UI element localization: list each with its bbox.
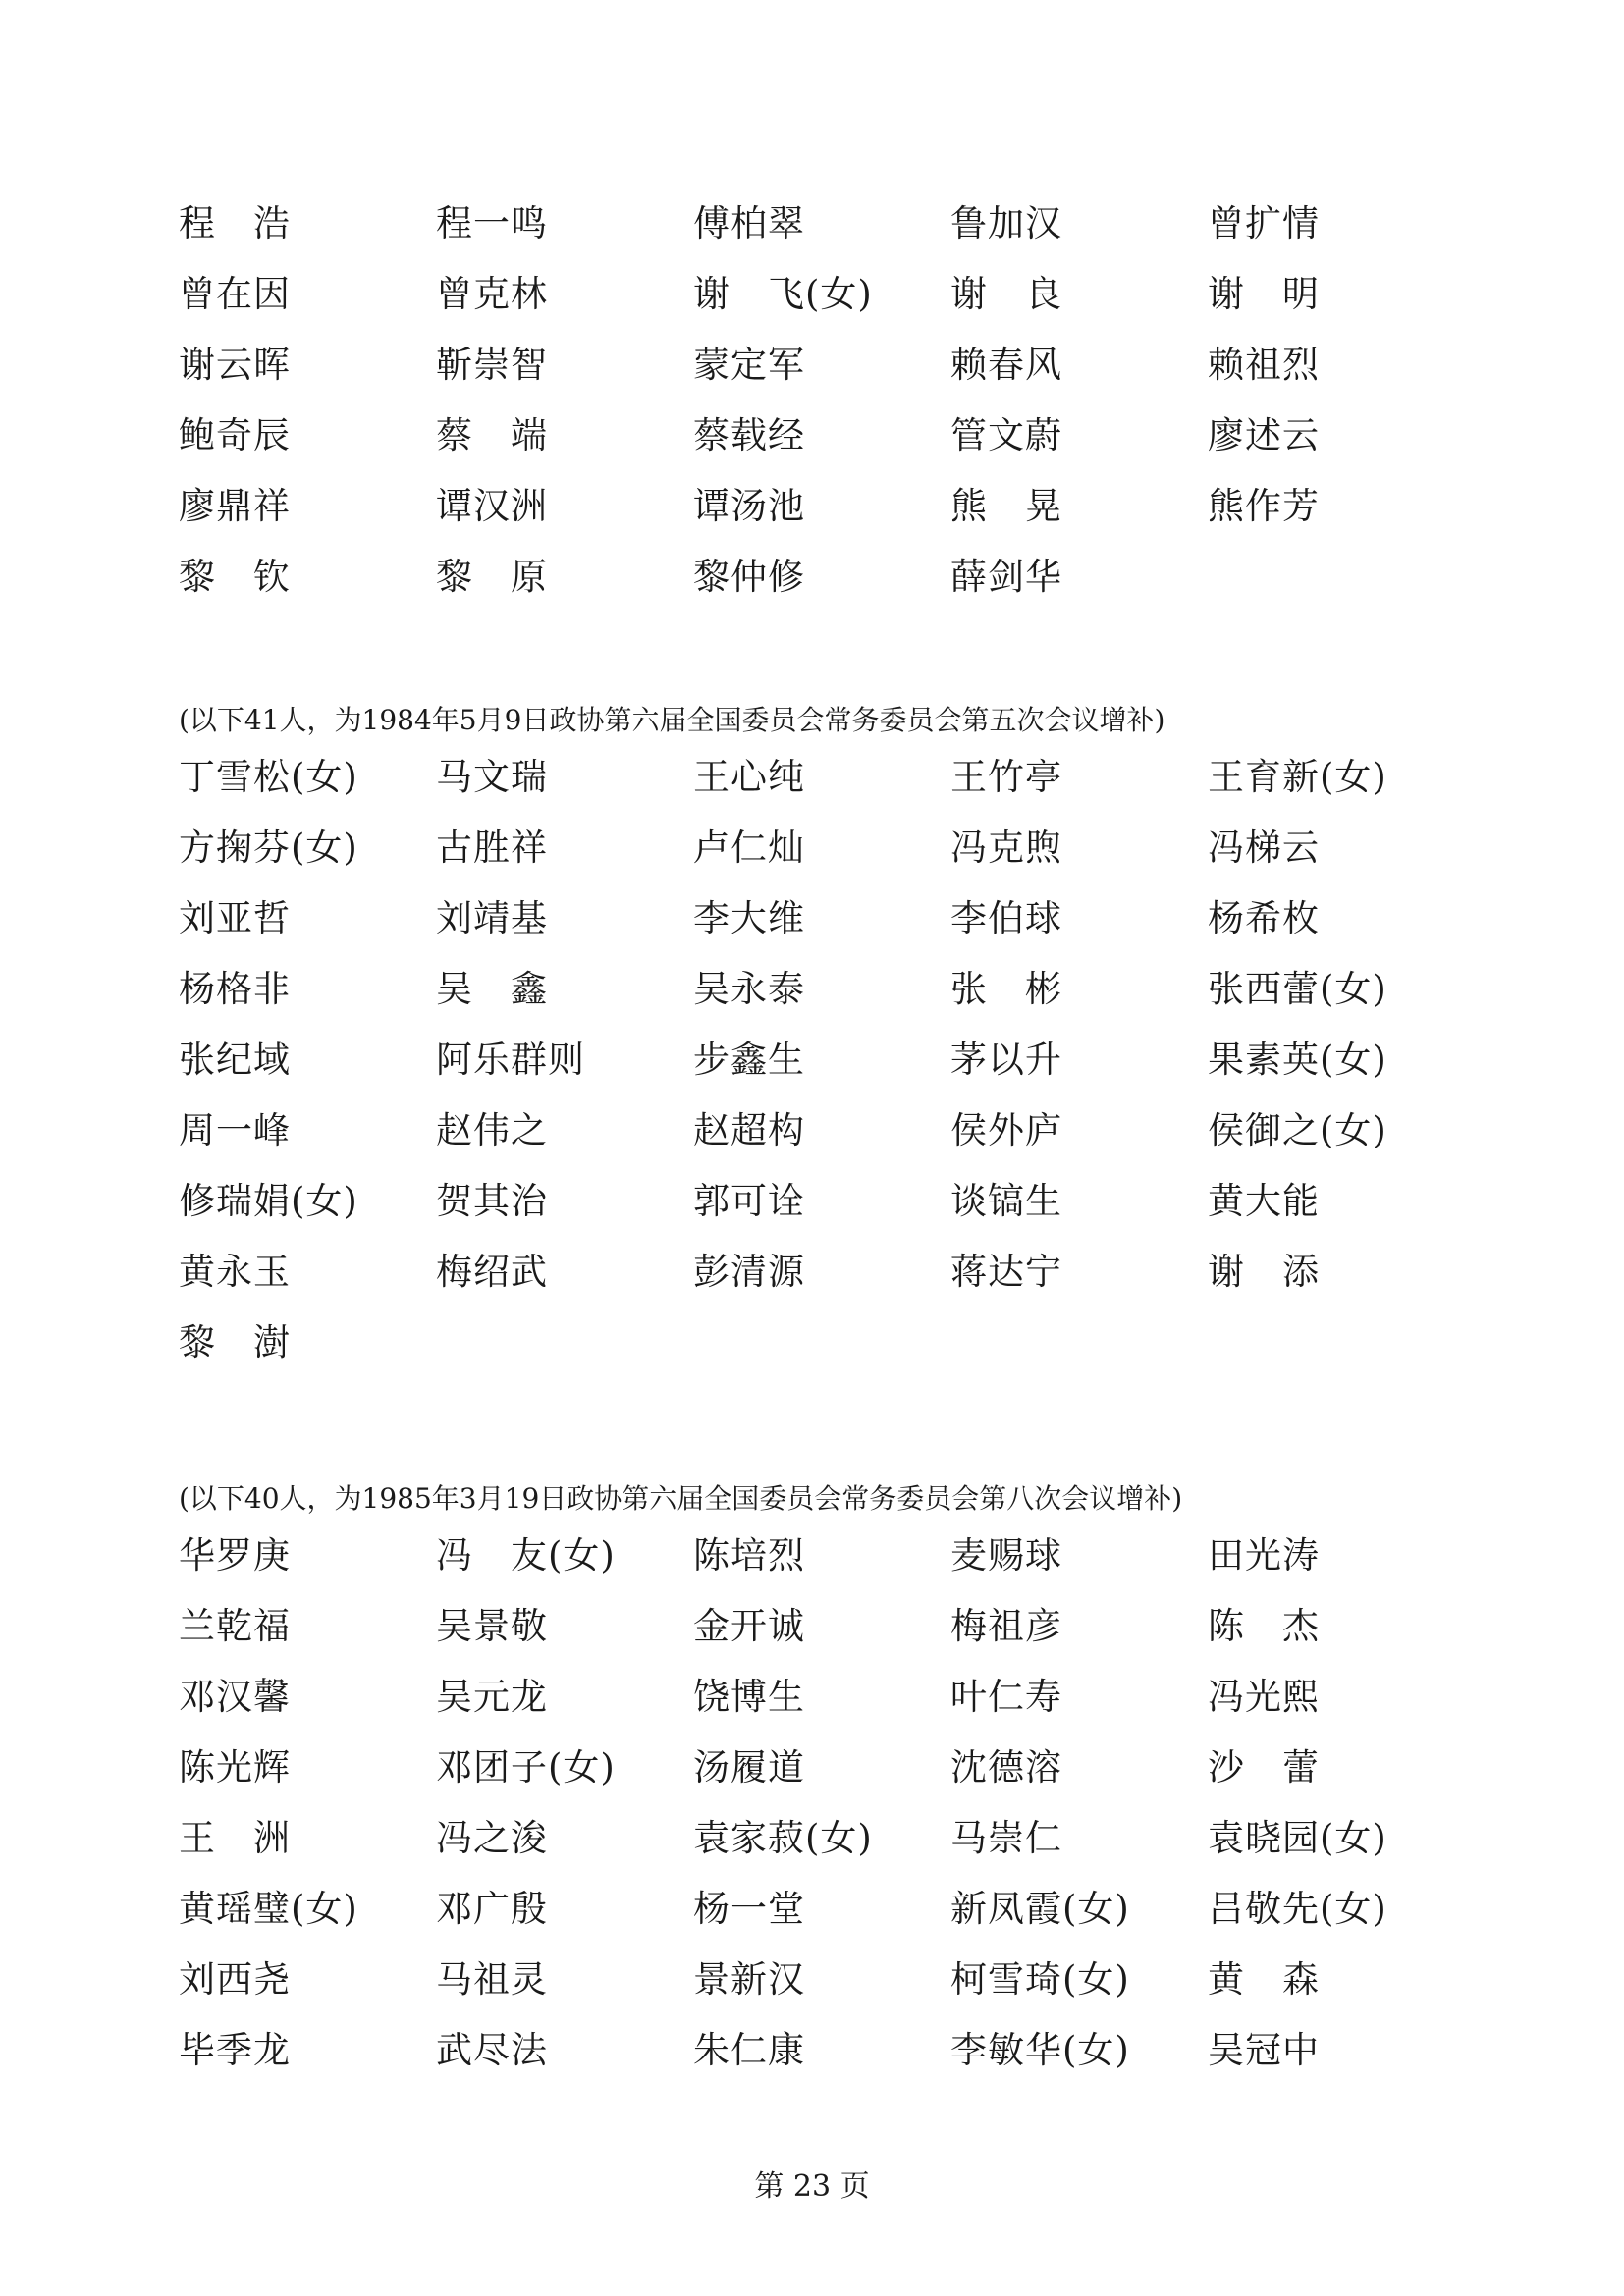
member-name: 李敏华(女) — [950, 2029, 1130, 2071]
member-name: 饶博生 — [693, 1676, 805, 1718]
member-name: 冯克煦 — [950, 827, 1062, 869]
member-name: 沈德溶 — [950, 1746, 1062, 1789]
member-name: 张纪域 — [179, 1039, 291, 1081]
member-name: 谢 良 — [950, 273, 1062, 315]
member-name: 赖祖烈 — [1208, 344, 1320, 386]
member-name: 蔡 端 — [436, 414, 548, 456]
member-name: 新凤霞(女) — [950, 1888, 1130, 1930]
member-name: 廖述云 — [1208, 414, 1320, 456]
member-name: 邓广殷 — [436, 1888, 548, 1930]
member-name: 薛剑华 — [950, 556, 1062, 598]
member-name: 张 彬 — [950, 968, 1062, 1010]
member-name: 袁晓园(女) — [1208, 1817, 1387, 1859]
member-name: 彭清源 — [693, 1251, 805, 1293]
member-name: 麦赐球 — [950, 1534, 1062, 1576]
member-name: 陈培烈 — [693, 1534, 805, 1576]
member-name: 王竹亭 — [950, 756, 1062, 798]
member-name: 冯 友(女) — [436, 1534, 616, 1576]
member-name: 毕季龙 — [179, 2029, 291, 2071]
member-name: 兰乾福 — [179, 1605, 291, 1647]
member-list-section-1 — [179, 188, 1455, 613]
member-name: 朱仁康 — [693, 2029, 805, 2071]
member-name: 刘亚哲 — [179, 897, 291, 939]
member-name: 王育新(女) — [1208, 756, 1387, 798]
member-name: 鲁加汉 — [950, 202, 1062, 244]
member-name: 吕敬先(女) — [1208, 1888, 1387, 1930]
member-name: 卢仁灿 — [693, 827, 805, 869]
member-name: 侯御之(女) — [1208, 1109, 1387, 1151]
member-name: 管文蔚 — [950, 414, 1062, 456]
member-name: 谭汤池 — [693, 485, 805, 527]
member-name: 华罗庚 — [179, 1534, 291, 1576]
member-name: 冯之浚 — [436, 1817, 548, 1859]
member-name: 陈光辉 — [179, 1746, 291, 1789]
member-name: 王 洲 — [179, 1817, 291, 1859]
member-name: 梅绍武 — [436, 1251, 548, 1293]
member-list-section-2 — [179, 699, 1455, 1378]
member-name: 黄永玉 — [179, 1251, 291, 1293]
member-name: 吴景敬 — [436, 1605, 548, 1647]
section-note: (以下41人，为1984年5月9日政协第六届全国委员会常务委员会第五次会议增补) — [179, 704, 1165, 736]
member-name: 吴 鑫 — [436, 968, 548, 1010]
member-name: 黄瑶璧(女) — [179, 1888, 358, 1930]
member-name: 曾扩情 — [1208, 202, 1320, 244]
member-name: 张西蕾(女) — [1208, 968, 1387, 1010]
member-name: 蔡载经 — [693, 414, 805, 456]
member-name: 赖春风 — [950, 344, 1062, 386]
member-name: 方掬芬(女) — [179, 827, 358, 869]
member-name: 古胜祥 — [436, 827, 548, 869]
member-name: 果素英(女) — [1208, 1039, 1387, 1081]
member-name: 阿乐群则 — [436, 1039, 585, 1081]
member-name: 田光涛 — [1208, 1534, 1320, 1576]
member-name: 黄大能 — [1208, 1180, 1320, 1222]
member-name: 曾在因 — [179, 273, 291, 315]
member-name: 黎 澍 — [179, 1321, 291, 1363]
member-name: 沙 蕾 — [1208, 1746, 1320, 1789]
member-name: 杨希枚 — [1208, 897, 1320, 939]
member-name: 叶仁寿 — [950, 1676, 1062, 1718]
member-name: 丁雪松(女) — [179, 756, 358, 798]
member-name: 谈镐生 — [950, 1180, 1062, 1222]
member-name: 曾克林 — [436, 273, 548, 315]
member-name: 郭可诠 — [693, 1180, 805, 1222]
member-name: 冯光熙 — [1208, 1676, 1320, 1718]
member-name: 黎 钦 — [179, 556, 291, 598]
member-name: 程 浩 — [179, 202, 291, 244]
member-name: 马祖灵 — [436, 1958, 548, 2001]
member-name: 熊 晃 — [950, 485, 1062, 527]
member-name: 马崇仁 — [950, 1817, 1062, 1859]
member-name: 修瑞娟(女) — [179, 1180, 358, 1222]
member-name: 吴元龙 — [436, 1676, 548, 1718]
member-name: 靳崇智 — [436, 344, 548, 386]
name-grid — [179, 742, 1455, 1378]
member-name: 赵伟之 — [436, 1109, 548, 1151]
member-name: 傅柏翠 — [693, 202, 805, 244]
member-name: 黄 森 — [1208, 1958, 1320, 2001]
member-name: 谢 明 — [1208, 273, 1320, 315]
name-grid — [179, 188, 1455, 613]
member-name: 王心纯 — [693, 756, 805, 798]
member-name: 谢 飞(女) — [693, 273, 873, 315]
member-name: 李伯球 — [950, 897, 1062, 939]
member-name: 武尽法 — [436, 2029, 548, 2071]
member-name: 谢 添 — [1208, 1251, 1320, 1293]
member-name: 刘靖基 — [436, 897, 548, 939]
member-name: 汤履道 — [693, 1746, 805, 1789]
member-name: 刘西尧 — [179, 1958, 291, 2001]
member-name: 景新汉 — [693, 1958, 805, 2001]
name-grid — [179, 1521, 1455, 2086]
member-name: 杨一堂 — [693, 1888, 805, 1930]
member-name: 熊作芳 — [1208, 485, 1320, 527]
member-name: 鲍奇辰 — [179, 414, 291, 456]
member-name: 黎仲修 — [693, 556, 805, 598]
member-name: 邓汉馨 — [179, 1676, 291, 1718]
section-note: (以下40人，为1985年3月19日政协第六届全国委员会常务委员会第八次会议增补) — [179, 1482, 1183, 1515]
member-name: 杨格非 — [179, 968, 291, 1010]
member-name: 邓团子(女) — [436, 1746, 616, 1789]
member-name: 金开诚 — [693, 1605, 805, 1647]
member-name: 蒋达宁 — [950, 1251, 1062, 1293]
member-name: 程一鸣 — [436, 202, 548, 244]
member-name: 袁家菽(女) — [693, 1817, 873, 1859]
member-name: 茅以升 — [950, 1039, 1062, 1081]
member-name: 步鑫生 — [693, 1039, 805, 1081]
member-name: 周一峰 — [179, 1109, 291, 1151]
member-name: 吴永泰 — [693, 968, 805, 1010]
member-name: 柯雪琦(女) — [950, 1958, 1130, 2001]
member-name: 冯梯云 — [1208, 827, 1320, 869]
member-name: 梅祖彦 — [950, 1605, 1062, 1647]
member-list-section-3 — [179, 1477, 1455, 2086]
member-name: 廖鼎祥 — [179, 485, 291, 527]
page-number: 第 23 页 — [754, 2169, 870, 2204]
member-name: 谢云晖 — [179, 344, 291, 386]
member-name: 吴冠中 — [1208, 2029, 1320, 2071]
member-name: 赵超构 — [693, 1109, 805, 1151]
member-name: 陈 杰 — [1208, 1605, 1320, 1647]
member-name: 马文瑞 — [436, 756, 548, 798]
member-name: 黎 原 — [436, 556, 548, 598]
member-name: 贺其治 — [436, 1180, 548, 1222]
member-name: 侯外庐 — [950, 1109, 1062, 1151]
member-name: 李大维 — [693, 897, 805, 939]
member-name: 蒙定军 — [693, 344, 805, 386]
member-name: 谭汉洲 — [436, 485, 548, 527]
